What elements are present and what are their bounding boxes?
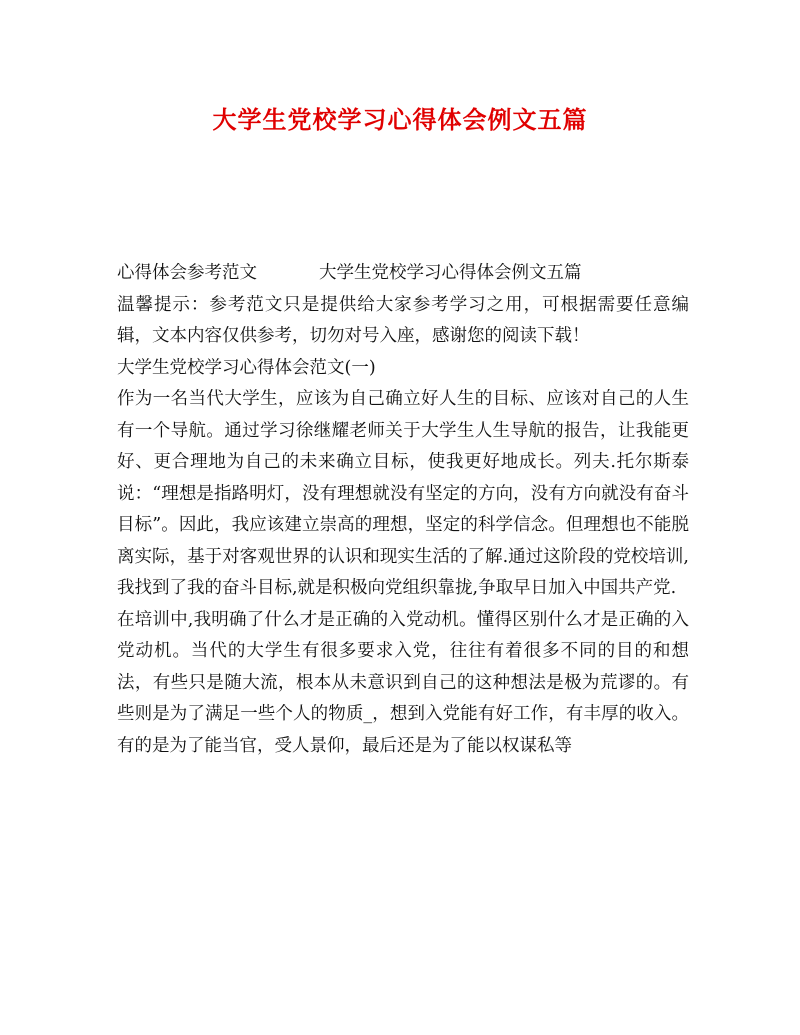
document-title: 大学生党校学习心得体会例文五篇 <box>212 105 588 134</box>
header-category: 心得体会参考范文 <box>117 263 257 283</box>
section-heading: 大学生党校学习心得体会范文(一) <box>117 357 376 378</box>
document-body <box>117 258 689 762</box>
body-paragraph-2: 在培训中,我明确了什么才是正确的入党动机。懂得区别什么才是正确的入党动机。当代的大学生有很多要求入党，往往有着很多不同的目的和想法，有些只是随大流，根本从未意识到自己的这种想法是极为荒谬的。有些则是为了满足一些个人的物质_，想到入党能有好工作，有丰厚的收入。有的是为了能当官，受人景仰，最后还是为了能以权谋私等 <box>117 609 689 756</box>
notice-paragraph: 温馨提示：参考范文只是提供给大家参考学习之用，可根据需要任意编辑，文本内容仅供参考，切勿对号入座，感谢您的阅读下载！ <box>117 294 689 346</box>
body-paragraph-1: 作为一名当代大学生，应该为自己确立好人生的目标、应该对自己的人生有一个导航。通过学习徐继耀老师关于大学生人生导航的报告，让我能更好、更合理地为自己的未来确立目标，使我更好地成长。列夫.托尔斯泰说：“理想是指路明灯，没有理想就没有坚定的方向，没有方向就没有奋斗目标”。因此，我应该建立崇高的理想，坚定的科学信念。但理想也不能脱离实际，基于对客观世界的认识和现实生活的了解.通过这阶段的党校培训,我找到了我的奋斗目标,就是积极向党组织靠拢,争取早日加入中国共产党. <box>117 389 689 598</box>
header-title: 大学生党校学习心得体会例文五篇 <box>319 263 582 283</box>
header-gap <box>257 258 319 290</box>
header-line <box>117 258 689 290</box>
